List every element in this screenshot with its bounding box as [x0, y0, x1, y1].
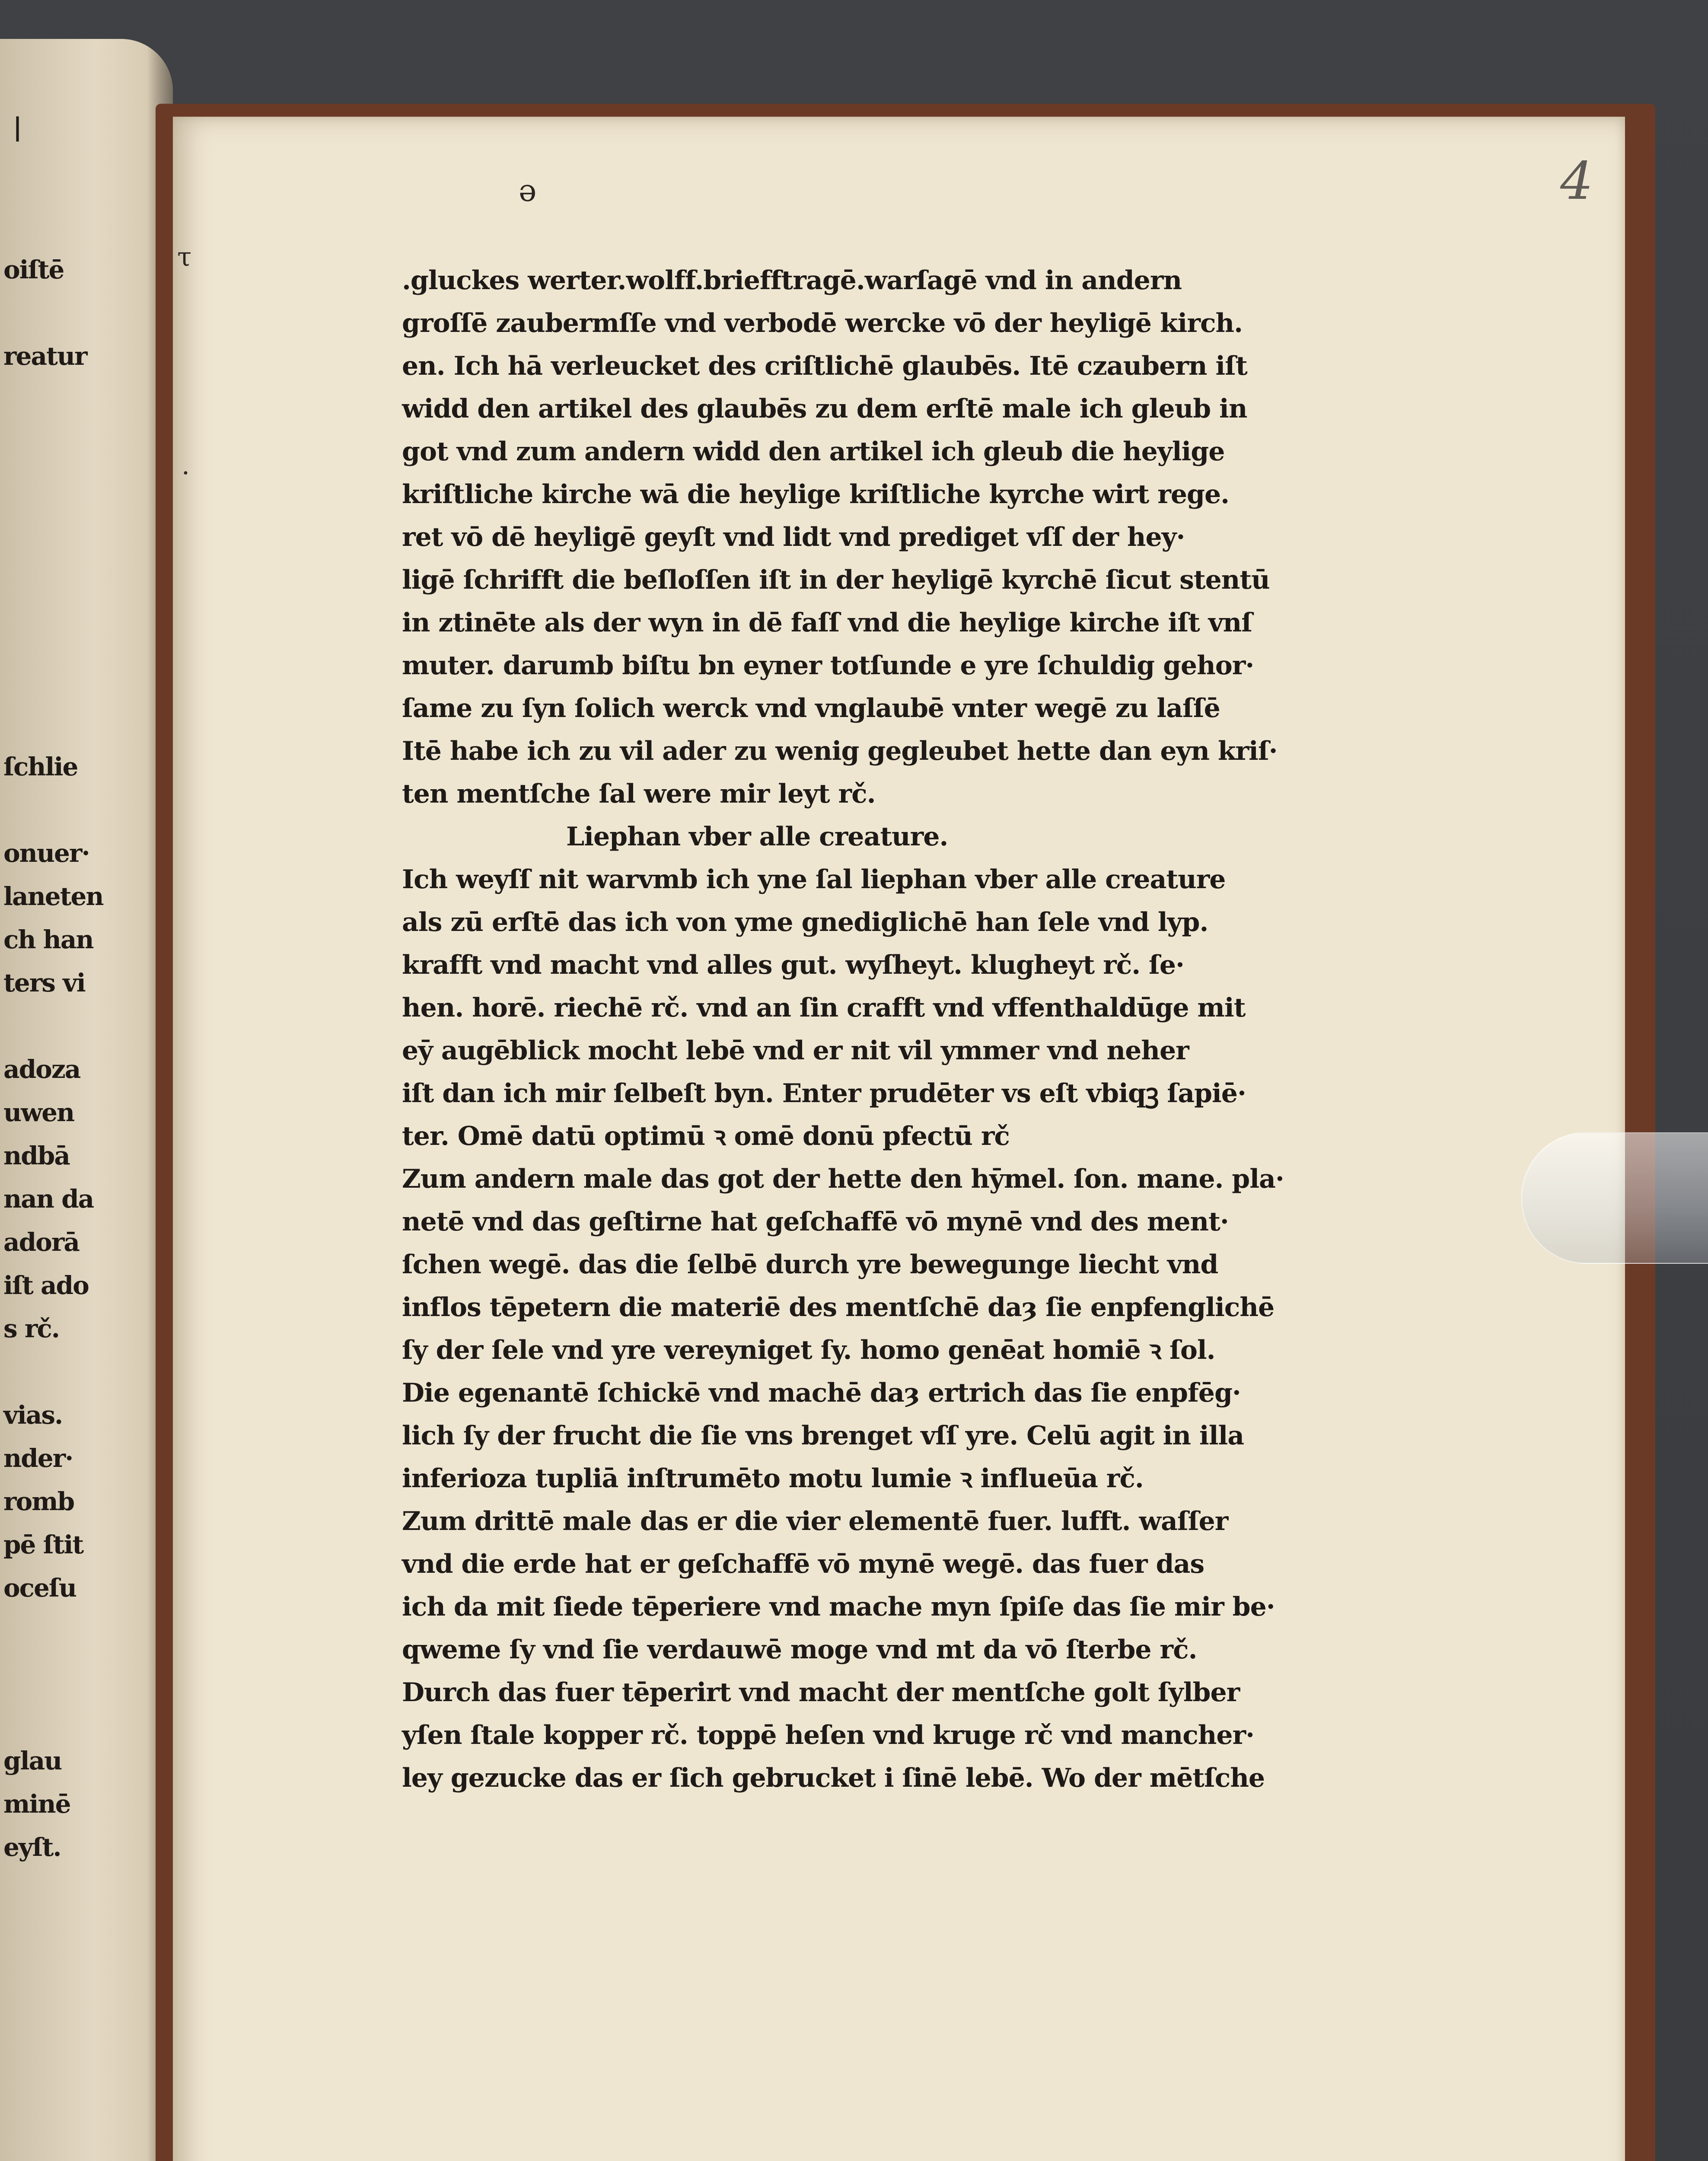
- text-line: got vnd zum andern widd den artikel ich gleub die heylige: [402, 437, 1225, 467]
- left-page-fragment: ters vi: [3, 968, 85, 998]
- text-line: ligē ſchrifft die beſloſſen iſt in der heyligē kyrchē ſicut stentū: [402, 565, 1270, 595]
- text-line: Zum andern male das got der hette den hȳmel. ſon. mane. pla·: [402, 1164, 1284, 1194]
- text-line: eȳ augēblick mocht lebē vnd er nit vil ymmer vnd neher: [402, 1036, 1189, 1066]
- text-line: ret vō dē heyligē geyſt vnd lidt vnd prediget vſſ der hey·: [402, 522, 1185, 552]
- left-page-fragment: romb: [3, 1487, 74, 1516]
- left-page-fragment: minē: [3, 1789, 70, 1819]
- text-line: ten mentſche ſal were mir leyt rč.: [402, 779, 876, 809]
- text-line: en. Ich hā verleucket des criſtlichē glaubēs. Itē czaubern iſt: [402, 351, 1247, 381]
- text-line: widd den artikel des glaubēs zu dem erſtē male ich gleub in: [402, 394, 1247, 424]
- left-page-fragment: glau: [3, 1746, 62, 1775]
- text-line: .gluckes werter.wolff.briefftragē.warſagē vnd in andern: [402, 265, 1182, 296]
- left-page-fragment: ſchlie: [3, 752, 78, 781]
- text-line: Zum drittē male das er die vier elementē fuer. lufft. waſſer: [402, 1506, 1228, 1536]
- text-line: iſt dan ich mir ſelbeſt byn. Enter prudēter vs eſt vbiqꝫ ſapiē·: [402, 1078, 1246, 1109]
- text-line: hen. horē. riechē rč. vnd an ſin crafft vnd vffenthaldūge mit: [402, 993, 1246, 1023]
- text-line: Durch das fuer tēperirt vnd macht der mentſche golt ſylber: [402, 1677, 1240, 1708]
- text-line: ſame zu ſyn ſolich werck vnd vnglaubē vnter wegē zu laſſē: [402, 693, 1220, 724]
- text-line: Ich weyſſ nit warvmb ich yne ſal liephan vber alle creature: [402, 864, 1226, 895]
- text-line: qweme ſy vnd ſie verdauwē moge vnd mt da vō ſterbe rč.: [402, 1635, 1197, 1665]
- left-page-fragment: eyſt.: [3, 1833, 61, 1862]
- text-line: inferioza tupliā inſtrumēto motu lumie ꝛ influeūa rč.: [402, 1463, 1144, 1494]
- left-page-fragment: iſt ado: [3, 1271, 89, 1300]
- left-page-fragment: vias.: [3, 1400, 63, 1430]
- left-page-fragment: ndbā: [3, 1141, 70, 1170]
- page-clip: [1521, 1132, 1708, 1264]
- left-page-fragment: adoza: [3, 1055, 80, 1084]
- text-line: ter. Omē datū optimū ꝛ omē donū pfectū rč: [402, 1121, 1010, 1151]
- left-page-fragment: pē ſtit: [3, 1530, 83, 1559]
- page-number: 4: [1560, 151, 1593, 211]
- text-line: yſen ſtale kopper rč. toppē heſen vnd kruge rč vnd mancher·: [402, 1720, 1255, 1750]
- text-line: vnd die erde hat er geſchaffē vō mynē wegē. das fuer das: [402, 1549, 1205, 1579]
- left-page-fragment: nder·: [3, 1444, 73, 1473]
- text-line: groſſē zaubermſſe vnd verbodē wercke vō der heyligē kirch.: [402, 308, 1243, 338]
- text-line: Itē habe ich zu vil ader zu wenig gegleubet hette dan eyn kriſ·: [402, 736, 1278, 766]
- section-heading: Liephan vber alle creature.: [566, 822, 948, 852]
- left-page-fragment: uwen: [3, 1098, 74, 1127]
- left-page-fragment: adorā: [3, 1227, 79, 1257]
- text-line: ſy der ſele vnd yre vereyniget ſy. homo genēat homiē ꝛ ſol.: [402, 1335, 1215, 1365]
- text-line: ley gezucke das er ſich gebrucket i ſinē lebē. Wo der mētſche: [402, 1763, 1265, 1793]
- text-line: lich ſy der frucht die ſie vns brenget vſſ yre. Celū agit in illa: [402, 1421, 1244, 1451]
- text-line: inflos tēpetern die materiē des mentſchē daȝ ſie enpfenglichē: [402, 1292, 1275, 1323]
- left-page-fragment: ch han: [3, 925, 93, 954]
- margin-mark: ·: [182, 458, 190, 488]
- left-page-fragment: s rč.: [3, 1314, 59, 1343]
- left-page-fragment: oceſu: [3, 1573, 76, 1603]
- left-page-fragment: |: [13, 112, 22, 142]
- text-line: als zū erſtē das ich von yme gnediglichē han ſele vnd lyp.: [402, 907, 1208, 937]
- text-line: krafft vnd macht vnd alles gut. wyſheyt. klugheyt rč. ſe·: [402, 950, 1184, 980]
- left-page-fragment: oiſtē: [3, 255, 64, 284]
- margin-mark: ə: [519, 173, 537, 208]
- text-line: ſchen wegē. das die ſelbē durch yre bewegunge liecht vnd: [402, 1249, 1218, 1280]
- margin-mark: τ: [177, 242, 192, 272]
- left-page-fragment: reatur: [3, 341, 87, 371]
- text-line: ich da mit ſiede tēperiere vnd mache myn ſpiſe das ſie mir be·: [402, 1592, 1275, 1622]
- text-line: netē vnd das geſtirne hat geſchaffē vō mynē vnd des ment·: [402, 1207, 1229, 1237]
- left-page-fragment: nan da: [3, 1184, 94, 1214]
- left-page-edge: [0, 39, 173, 2161]
- text-line: muter. darumb biſtu bn eyner totſunde e yre ſchuldig gehor·: [402, 650, 1254, 681]
- text-line: Die egenantē ſchickē vnd machē daȝ ertrich das ſie enpfēg·: [402, 1378, 1241, 1408]
- main-text-block: [402, 259, 1396, 1800]
- left-page-fragment: onuer·: [3, 838, 89, 868]
- text-line: in ztinēte als der wyn in dē faſſ vnd die heylige kirche iſt vnſ: [402, 608, 1252, 638]
- left-page-fragment: laneten: [3, 882, 103, 911]
- text-line: kriſtliche kirche wā die heylige kriſtliche kyrche wirt rege.: [402, 479, 1230, 510]
